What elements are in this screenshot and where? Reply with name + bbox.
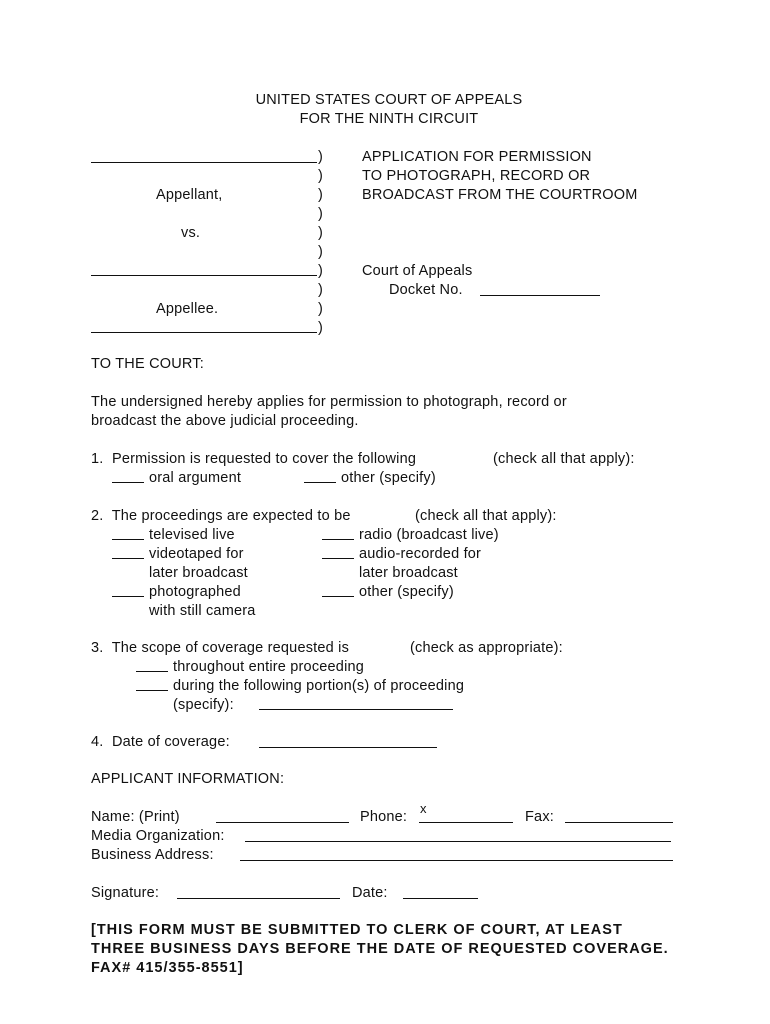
checkbox-q1-other[interactable]: [304, 482, 336, 483]
caption-paren: ): [318, 187, 324, 203]
caption-paren: ): [318, 244, 324, 260]
q2-option-videotaped: videotaped for: [149, 546, 244, 562]
checkbox-portion[interactable]: [136, 690, 168, 691]
caption-paren: ): [318, 225, 324, 241]
name-label: Name: (Print): [91, 809, 180, 825]
phone-field[interactable]: [419, 822, 513, 823]
docket-label: Docket No.: [389, 282, 463, 298]
q3-option-entire: throughout entire proceeding: [173, 659, 365, 675]
signature-field[interactable]: [177, 898, 340, 899]
caption-paren: ): [318, 301, 324, 317]
fax-field[interactable]: [565, 822, 673, 823]
name-field[interactable]: [216, 822, 349, 823]
caption-paren: ): [318, 282, 324, 298]
to-the-court: TO THE COURT:: [91, 356, 204, 372]
q2-label: 2. The proceedings are expected to be: [91, 508, 351, 524]
date-field[interactable]: [403, 898, 478, 899]
q3-specify-field[interactable]: [259, 709, 453, 710]
appellant-name-line[interactable]: [91, 162, 317, 163]
appellee-label: Appellee.: [156, 301, 219, 317]
q3-note: (check as appropriate):: [410, 640, 563, 656]
checkbox-oral-argument[interactable]: [112, 482, 144, 483]
appellee-underline: [91, 332, 317, 333]
q2-option-audio: audio-recorded for: [359, 546, 482, 562]
media-org-field[interactable]: [245, 841, 671, 842]
caption-paren: ): [318, 168, 324, 184]
appellee-name-line[interactable]: [91, 275, 317, 276]
fax-label: Fax:: [525, 809, 554, 825]
court-name-line2: FOR THE NINTH CIRCUIT: [299, 111, 479, 127]
form-title-line2: TO PHOTOGRAPH, RECORD OR: [362, 168, 591, 184]
court-name-line1: UNITED STATES COURT OF APPEALS: [255, 92, 523, 108]
q3-specify-label: (specify):: [173, 697, 234, 713]
checkbox-q2-other[interactable]: [322, 596, 354, 597]
caption-paren: ): [318, 149, 324, 165]
intro-paragraph-line2: broadcast the above judicial proceeding.: [91, 413, 359, 429]
q1-option-oral-argument: oral argument: [149, 470, 242, 486]
q2-option-radio: radio (broadcast live): [359, 527, 499, 543]
checkbox-radio[interactable]: [322, 539, 354, 540]
q4-label: 4. Date of coverage:: [91, 734, 230, 750]
appellant-label: Appellant,: [156, 187, 223, 203]
q2-option-photographed: photographed: [149, 584, 241, 600]
notice-line2: THREE BUSINESS DAYS BEFORE THE DATE OF REQUESTED COVERAGE.: [91, 941, 669, 957]
form-title-line3: BROADCAST FROM THE COURTROOM: [362, 187, 638, 203]
q3-option-portion: during the following portion(s) of proceeding: [173, 678, 465, 694]
q2-option-televised: televised live: [149, 527, 235, 543]
date-label: Date:: [352, 885, 388, 901]
q3-label: 3. The scope of coverage requested is: [91, 640, 350, 656]
notice-line1: [THIS FORM MUST BE SUBMITTED TO CLERK OF COURT, AT LEAST: [91, 922, 623, 938]
form-title-line1: APPLICATION FOR PERMISSION: [362, 149, 592, 165]
q1-label: 1. Permission is requested to cover the following: [91, 451, 417, 467]
notice-line3: FAX# 415/355-8551]: [91, 960, 244, 976]
q1-note: (check all that apply):: [493, 451, 635, 467]
vs-label: vs.: [181, 225, 201, 241]
q1-option-other: other (specify): [341, 470, 436, 486]
caption-paren: ): [318, 206, 324, 222]
date-of-coverage-field[interactable]: [259, 747, 437, 748]
checkbox-entire-proceeding[interactable]: [136, 671, 168, 672]
phone-label: Phone:: [360, 809, 408, 825]
media-org-label: Media Organization:: [91, 828, 225, 844]
q2-option-other: other (specify): [359, 584, 454, 600]
checkbox-televised-live[interactable]: [112, 539, 144, 540]
q2-option-audio-cont: later broadcast: [359, 565, 458, 581]
checkbox-videotaped[interactable]: [112, 558, 144, 559]
docket-number-field[interactable]: [480, 295, 600, 296]
applicant-heading: APPLICANT INFORMATION:: [91, 771, 285, 787]
checkbox-photographed[interactable]: [112, 596, 144, 597]
business-address-field[interactable]: [240, 860, 673, 861]
phone-mark: x: [420, 801, 427, 816]
intro-paragraph-line1: The undersigned hereby applies for permission to photograph, record or: [91, 394, 567, 410]
checkbox-audio-recorded[interactable]: [322, 558, 354, 559]
court-of-appeals-label: Court of Appeals: [362, 263, 473, 279]
q2-option-videotaped-cont: later broadcast: [149, 565, 248, 581]
q2-note: (check all that apply):: [415, 508, 557, 524]
signature-label: Signature:: [91, 885, 160, 901]
caption-paren: ): [318, 320, 324, 336]
caption-paren: ): [318, 263, 324, 279]
q2-option-photographed-cont: with still camera: [149, 603, 256, 619]
business-address-label: Business Address:: [91, 847, 214, 863]
